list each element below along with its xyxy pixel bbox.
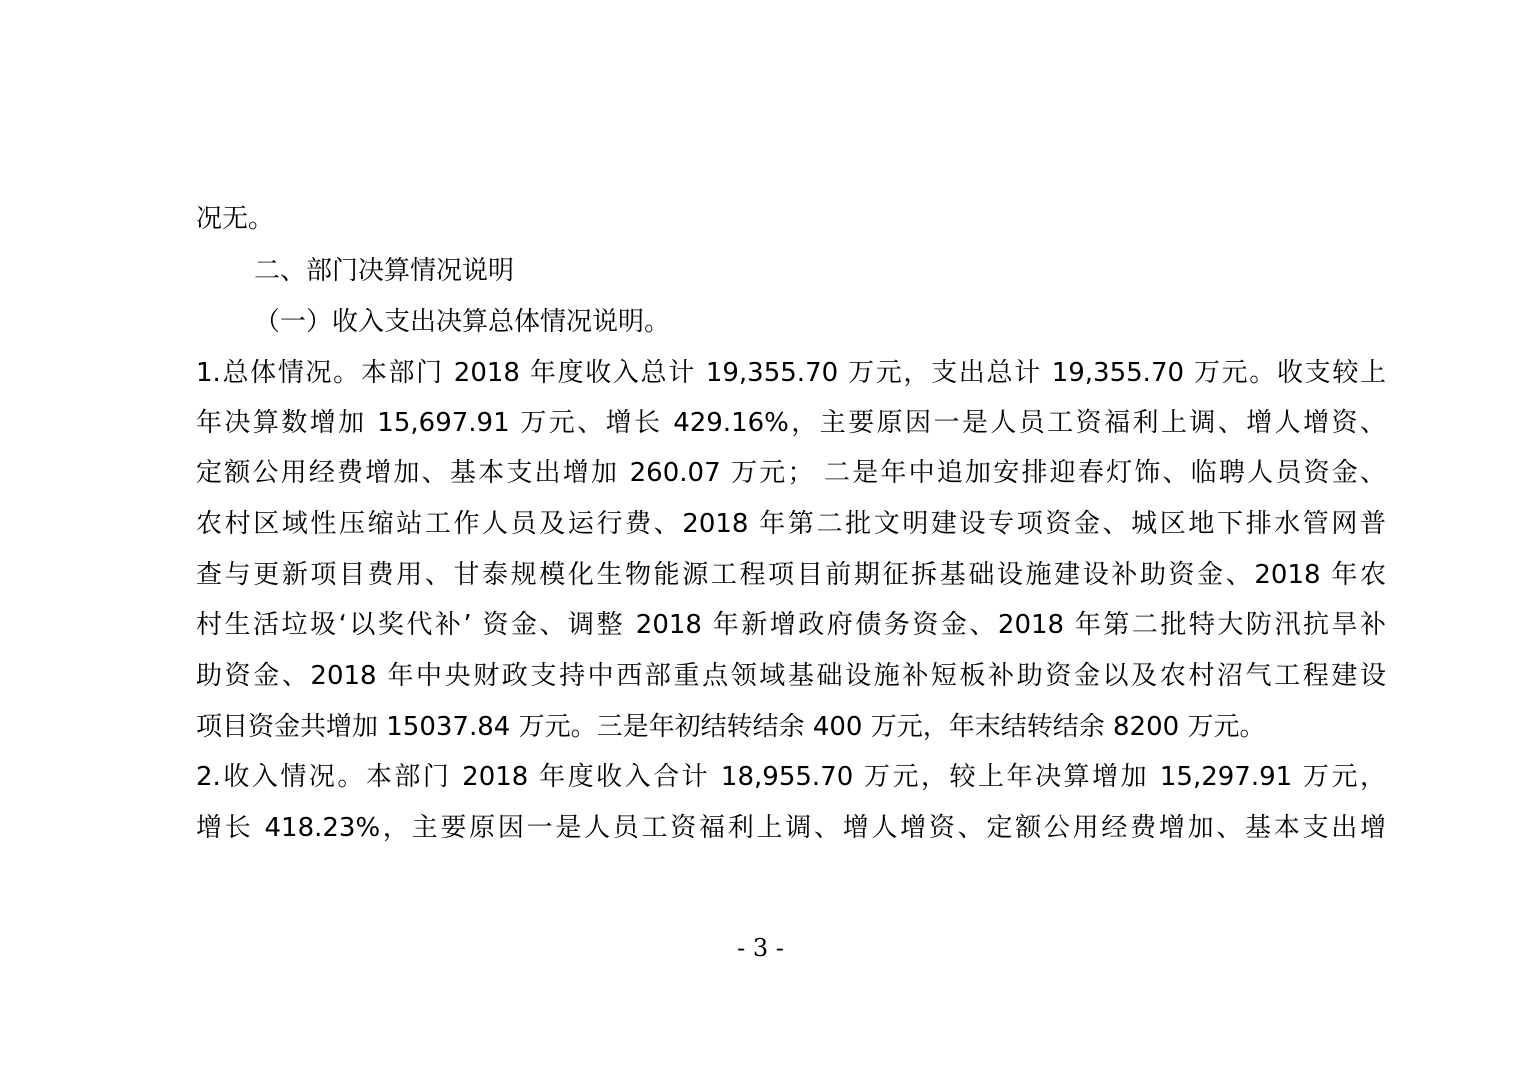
text-line-6: 定额公用经费增加、基本支出增加 260.07 万元； 二是年中追加安排迎春灯饰、临聘人员资金、	[196, 458, 1386, 488]
text-line-8: 查与更新项目费用、甘泰规模化生物能源工程项目前期征拆基础设施建设补助资金、2018 年农	[196, 560, 1386, 590]
text-line-1: 况无。	[196, 204, 275, 234]
text-line-13: 增长 418.23%，主要原因一是人员工资福利上调、增人增资、定额公用经费增加、基本支出增	[196, 813, 1386, 843]
section-heading: 二、部门决算情况说明	[254, 256, 515, 286]
text-line-7: 农村区域性压缩站工作人员及运行费、2018 年第二批文明建设专项资金、城区地下排水管网普	[196, 509, 1386, 539]
subsection-heading: （一）收入支出决算总体情况说明。	[254, 307, 671, 337]
page-number: - 3 -	[737, 934, 784, 962]
text-line-5: 年决算数增加 15,697.91 万元、增长 429.16%，主要原因一是人员工资福利上调、增人增资、	[196, 408, 1386, 438]
text-line-11: 项目资金共增加 15037.84 万元。三是年初结转结余 400 万元，年末结转结余 8200 万元。	[196, 712, 1266, 742]
text-line-4: 1.总体情况。本部门 2018 年度收入总计 19,355.70 万元，支出总计 19,355.70 万元。收支较上	[196, 358, 1386, 388]
text-line-10: 助资金、2018 年中央财政支持中西部重点领域基础设施补短板补助资金以及农村沼气工程建设	[196, 661, 1386, 691]
text-line-12: 2.收入情况。本部门 2018 年度收入合计 18,955.70 万元，较上年决算增加 15,297.91 万元，	[196, 762, 1386, 792]
text-line-9: 村生活垃圾‘以奖代补’ 资金、调整 2018 年新增政府债务资金、2018 年第二批特大防汛抗旱补	[196, 610, 1386, 640]
